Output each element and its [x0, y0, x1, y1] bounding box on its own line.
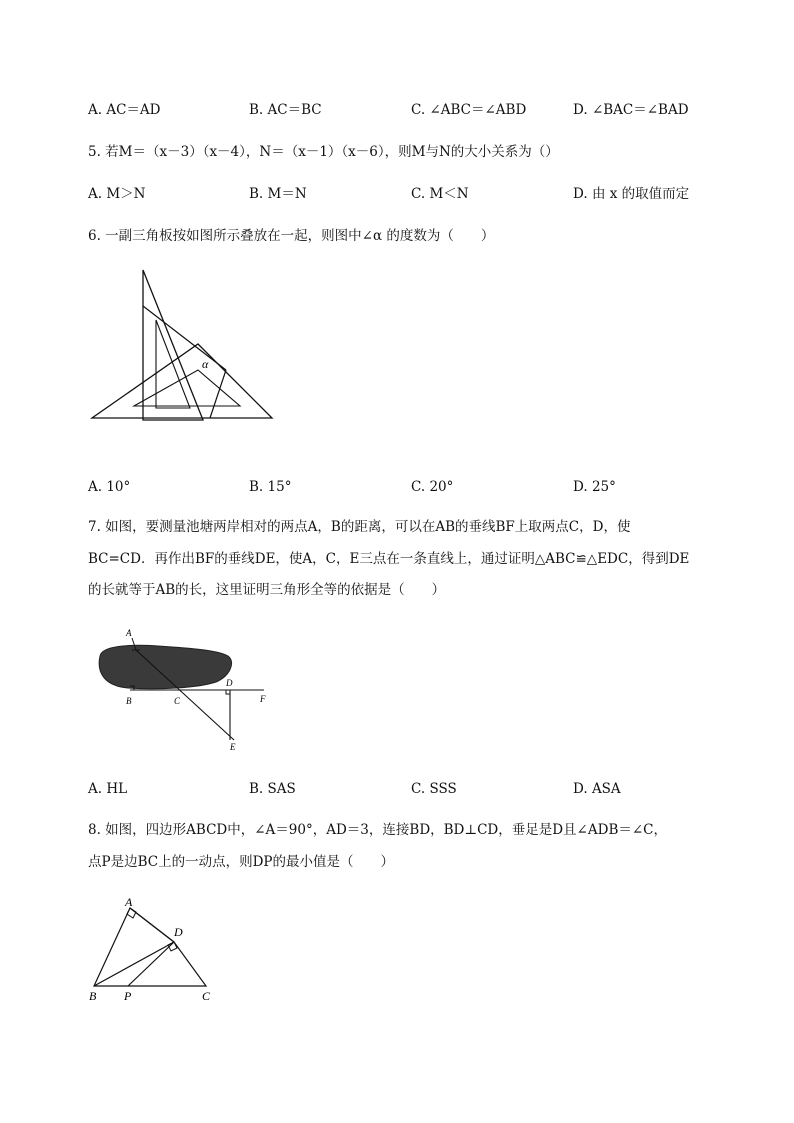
q5-option-c[interactable]: C. M＜N [411, 186, 469, 202]
q6-option-a[interactable]: A. 10° [88, 479, 131, 495]
right-angle-d [226, 690, 230, 694]
q8-quadrilateral-figure [86, 894, 222, 1004]
label-c: C [202, 989, 211, 1003]
q4-option-d[interactable]: D. ∠BAC＝∠BAD [573, 102, 689, 118]
q7-stem-line3: 的长就等于AB的长，这里证明三角形全等的依据是（ ） [88, 582, 446, 598]
isosceles-triangle [92, 344, 272, 418]
q7-option-d[interactable]: D. ASA [573, 781, 621, 797]
q6-triangle-figure [88, 266, 278, 426]
q7-option-b[interactable]: B. SAS [249, 781, 296, 797]
q7-option-a[interactable]: A. HL [88, 781, 128, 797]
q6-option-c[interactable]: C. 20° [411, 479, 454, 495]
label-f: F [260, 694, 266, 704]
q6-option-b[interactable]: B. 15° [249, 479, 292, 495]
line-ad [130, 908, 174, 942]
quadrilateral-abcd [94, 908, 206, 986]
label-p: P [124, 989, 132, 1003]
alpha-label: α [202, 357, 209, 371]
label-b: B [126, 696, 132, 706]
q7-pond-figure [88, 626, 274, 754]
triangle-edge-2 [210, 370, 226, 418]
q5-stem: 5. 若M＝（x－3）（x－4），N＝（x－1）（x－6），则M与N的大小关系为（） [88, 144, 559, 160]
label-d: D [174, 925, 183, 939]
q6-stem: 6. 一副三角板按如图所示叠放在一起，则图中∠α 的度数为（ ） [88, 228, 495, 244]
q6-option-d[interactable]: D. 25° [573, 479, 616, 495]
q7-option-c[interactable]: C. SSS [411, 781, 457, 797]
q7-stem-line1: 7. 如图，要测量池塘两岸相对的两点A，B的距离，可以在AB的垂线BF上取两点C，D，使 [88, 519, 631, 535]
label-e: E [230, 742, 236, 752]
pond-blob [99, 645, 231, 688]
label-a: A [125, 895, 133, 909]
q4-option-a[interactable]: A. AC＝AD [88, 102, 161, 118]
q4-option-b[interactable]: B. AC＝BC [249, 102, 322, 118]
q8-stem-line2: 点P是边BC上的一动点，则DP的最小值是（ ） [88, 854, 394, 870]
outer-triangle-inner-cutout [156, 320, 190, 408]
label-b: B [89, 989, 97, 1003]
q7-stem-line2: BC=CD．再作出BF的垂线DE，使A，C，E三点在一条直线上，通过证明△ABC≌△EDC，得到DE [88, 551, 690, 567]
label-a: A [126, 628, 132, 638]
label-d: D [226, 678, 233, 688]
q5-option-d[interactable]: D. 由 x 的取值而定 [573, 186, 690, 202]
label-c: C [174, 696, 181, 706]
q5-option-b[interactable]: B. M＝N [249, 186, 307, 202]
q8-stem-line1: 8. 如图，四边形ABCD中，∠A＝90°，AD＝3，连接BD，BD⊥CD，垂足是D且∠ADB＝∠C， [88, 822, 668, 838]
line-bd [94, 942, 174, 986]
q4-option-c[interactable]: C. ∠ABC＝∠ABD [411, 102, 527, 118]
q5-option-a[interactable]: A. M＞N [88, 186, 146, 202]
